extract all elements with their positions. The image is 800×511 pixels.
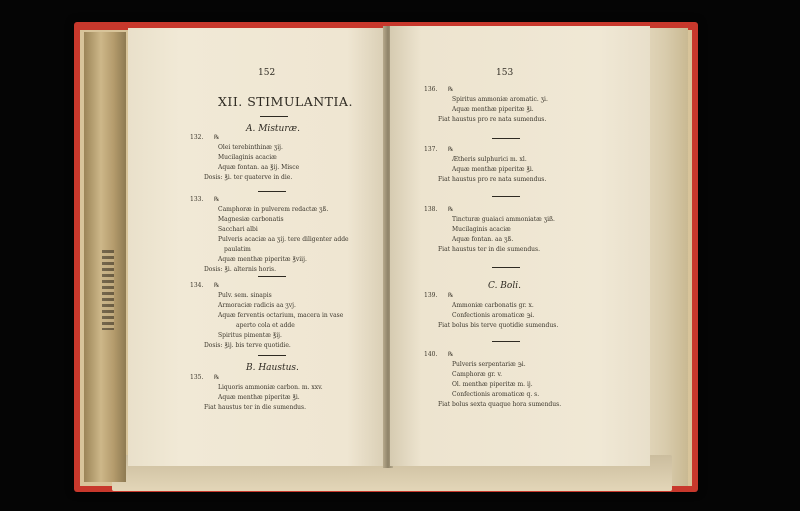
recipe-line: Ætheris sulphurici m. xl. bbox=[452, 156, 527, 163]
page-number: 153 bbox=[496, 68, 514, 78]
recipe-line: Mucilaginis acaciæ bbox=[218, 154, 277, 161]
recipe-line: Confectionis aromaticæ q. s. bbox=[452, 391, 540, 398]
recipe-line: Aquæ menthæ piperitæ ℥viij. bbox=[218, 256, 307, 263]
rx-symbol: ℞ bbox=[214, 134, 220, 141]
section-title: XII. STIMULANTIA. bbox=[218, 94, 353, 109]
recipe-line: Mucilaginis acaciæ bbox=[452, 226, 511, 233]
subheading: B. Haustus. bbox=[246, 363, 299, 373]
recipe-number: 135. bbox=[190, 374, 204, 381]
rx-symbol: ℞ bbox=[214, 374, 220, 381]
recipe-number: 136. bbox=[424, 86, 438, 93]
recipe-line: Aquæ fontan. aa ʒß. bbox=[452, 236, 514, 243]
recipe-line: Spiritus pimentæ ℥ij. bbox=[218, 332, 282, 339]
recipe-line: Aquæ ferventis octarium, macera in vase bbox=[218, 312, 344, 319]
recipe-line: Tincturæ guaiaci ammoniatæ ʒiß. bbox=[452, 216, 555, 223]
divider bbox=[258, 191, 286, 192]
recipe-line: Aquæ menthæ piperitæ ℥i. bbox=[452, 106, 534, 113]
subheading: C. Boli. bbox=[488, 281, 521, 291]
recipe-line: Ammoniæ carbonatis gr. x. bbox=[452, 302, 534, 309]
right-page bbox=[390, 26, 650, 466]
recipe-line: Fiat haustus pro re nata sumendus. bbox=[438, 176, 547, 183]
spine-label bbox=[102, 250, 114, 330]
recipe-line: Fiat bolus sexta quaque hora sumendus. bbox=[438, 401, 562, 408]
recipe-dose: Dosis: ℥i. alternis horis. bbox=[204, 266, 276, 273]
rx-symbol: ℞ bbox=[448, 206, 454, 213]
recipe-number: 140. bbox=[424, 351, 438, 358]
divider bbox=[258, 355, 286, 356]
recipe-line: Pulveris acaciæ aa ʒij. tere diligenter adde bbox=[218, 236, 349, 243]
recipe-line: Fiat haustus ter in die sumendus. bbox=[438, 246, 541, 253]
recipe-line: Ol. menthæ piperitæ m. ij. bbox=[452, 381, 533, 388]
recipe-line: Liquoris ammoniæ carbon. m. xxv. bbox=[218, 384, 323, 391]
recipe-number: 137. bbox=[424, 146, 438, 153]
recipe-line: Armoraciæ radicis aa ʒvj. bbox=[218, 302, 296, 309]
rx-symbol: ℞ bbox=[448, 292, 454, 299]
rx-symbol: ℞ bbox=[214, 196, 220, 203]
recipe-number: 133. bbox=[190, 196, 204, 203]
divider bbox=[492, 138, 520, 139]
recipe-line: paulatim bbox=[224, 246, 251, 253]
left-page bbox=[128, 28, 386, 466]
recipe-line: Pulv. sem. sinapis bbox=[218, 292, 272, 299]
recipe-number: 139. bbox=[424, 292, 438, 299]
recipe-number: 132. bbox=[190, 134, 204, 141]
recipe-number: 134. bbox=[190, 282, 204, 289]
rx-symbol: ℞ bbox=[214, 282, 220, 289]
recipe-number: 138. bbox=[424, 206, 438, 213]
recipe-line: Fiat bolus bis terve quotidie sumendus. bbox=[438, 322, 559, 329]
recipe-line: Aquæ fontan. aa ℥ij. Misce bbox=[218, 164, 300, 171]
divider bbox=[492, 341, 520, 342]
recipe-line: Fiat haustus pro re nata sumendus. bbox=[438, 116, 547, 123]
subheading: A. Misturæ. bbox=[246, 124, 300, 134]
recipe-dose: Dosis: ℥i. ter quaterve in die. bbox=[204, 174, 293, 181]
recipe-line: Spiritus ammoniæ aromatic. ʒi. bbox=[452, 96, 548, 103]
rx-symbol: ℞ bbox=[448, 86, 454, 93]
recipe-line: Aquæ menthæ piperitæ ℥i. bbox=[218, 394, 300, 401]
divider bbox=[260, 116, 288, 117]
recipe-dose: Dosis: ℥ij. bis terve quotidie. bbox=[204, 342, 291, 349]
recipe-line: Sacchari albi bbox=[218, 226, 258, 233]
rx-symbol: ℞ bbox=[448, 146, 454, 153]
recipe-line: Fiat haustus ter in die sumendus. bbox=[204, 404, 307, 411]
recipe-line: Confectionis aromaticæ ℈i. bbox=[452, 312, 535, 319]
divider bbox=[492, 267, 520, 268]
recipe-line: Olei terebinthinæ ʒij. bbox=[218, 144, 283, 151]
recipe-line: Aquæ menthæ piperitæ ℥i. bbox=[452, 166, 534, 173]
recipe-line: Magnesiæ carbonatis bbox=[218, 216, 284, 223]
page-number: 152 bbox=[258, 68, 276, 78]
divider bbox=[492, 196, 520, 197]
divider bbox=[258, 276, 286, 277]
rx-symbol: ℞ bbox=[448, 351, 454, 358]
recipe-line: Camphoræ in pulverem redactæ ʒß. bbox=[218, 206, 329, 213]
recipe-line: aperto cola et adde bbox=[236, 322, 295, 329]
recipe-line: Camphoræ gr. v. bbox=[452, 371, 503, 378]
recipe-line: Pulveris serpentariæ ℈i. bbox=[452, 361, 526, 368]
